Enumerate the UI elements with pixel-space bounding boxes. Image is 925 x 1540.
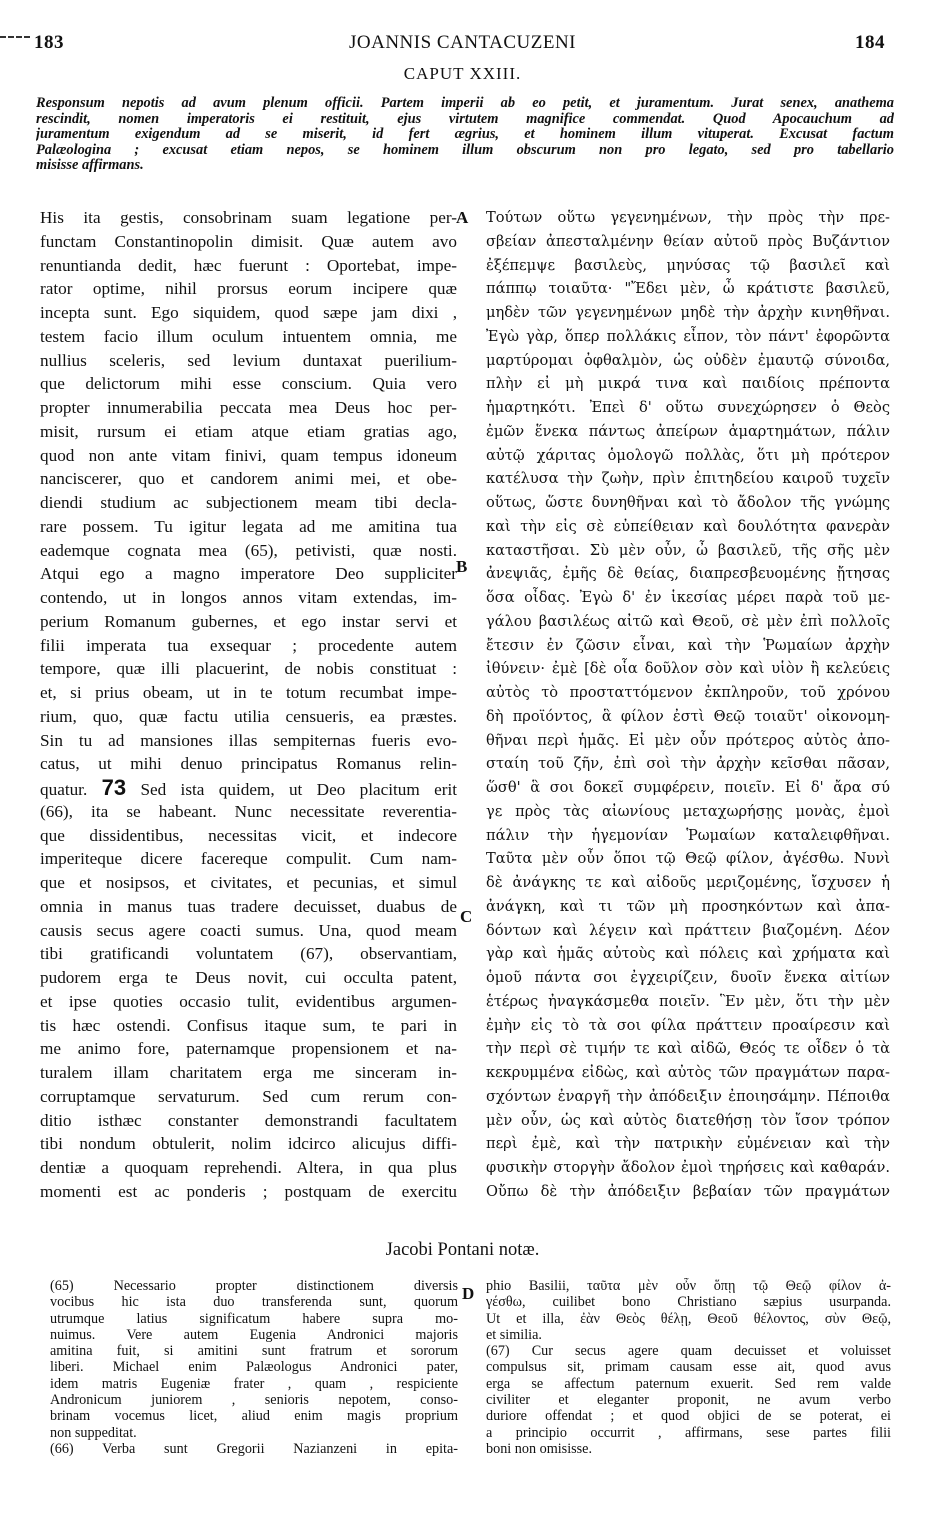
note-line: Andronicum juniorem , senioris nepotem, conso- [50,1392,458,1409]
notes-left-column [50,1278,458,1457]
latin-line: rium, quo, quæ factu utilia censueris, ea præstes. [40,706,457,726]
note-line: utrumque latius significatum habere supra mo- [50,1310,458,1327]
greek-line: Ἐγὼ γὰρ, ὅπερ πολλάκις εἶπον, τὸν πάντ' ἐφορῶντα [486,327,890,345]
latin-line: functam Constantinopolin dimisit. Quæ autem avo [40,231,457,251]
greek-line: κατέλυσα τὴν ζωὴν, πρὶν ἐπιτηδείου καιροῦ τυχεῖν [486,470,890,488]
latin-line: omnia in manus tuas tradere decuisset, duabus de [40,896,457,916]
latin-line: perium Romanum gubernes, et ego instar servi et [40,611,457,631]
note-line: (65) Necessario propter distinctionem diversis [50,1278,458,1294]
notes-heading: Jacobi Pontani notæ. [385,1240,540,1260]
latin-line: dentiæ a quoquam reprehendi. Altera, in qua plus [40,1158,457,1177]
greek-line: περὶ ἐμὲ, καὶ τὴν πατρικὴν εὐμένειαν καὶ τὴν [486,1135,890,1153]
latin-line: que et nosipsos, et civitates, et pecunias, et simul [40,873,457,892]
latin-line: corruptamque servaturum. Sed cum rerum con- [40,1086,457,1106]
note-line: non suppeditat. [50,1424,137,1441]
note-line: Ut et illa, ἐὰν Θεὸς θέλῃ, Θεοῦ θέλοντος, σὺν Θεῷ, [486,1310,891,1327]
note-line: phio Basilii, ταῦτα μὲν οὖν ὅπῃ τῷ Θεῷ φίλον ἀ- [486,1278,891,1294]
latin-line: catus, ut mihi denuo principatus Romanus relin- [40,754,457,774]
greek-line: ἰθύνειν· ἐμὲ [δὲ οἷα δοῦλον σὸν καὶ υἱὸν ἢ κελεύεις [486,660,890,678]
margin-marker-b: B [456,557,468,576]
note-line: (66) Verba sunt Gregorii Nazianzeni in epita- [50,1440,458,1457]
greek-line: Οὔπω δὲ τὴν ἀπόδειξιν βεβαίαν τῶν πραγμάτων [486,1182,890,1200]
note-line: civiliter et eleganter proponit, ne avum verbo [486,1392,891,1409]
summary-line: rescindit, nomen imperatoris ei restituit, ejus virtutem magnifice commendat. Quod Apocauchum ad [36,111,894,127]
latin-line: pudorem erga te Deus novit, cui occulta patent, [40,968,457,987]
greek-line: Τούτων οὕτω γεγενημένων, τὴν πρὸς τὴν πρε- [486,209,890,226]
note-line: boni non omisisse. [486,1440,593,1457]
latin-line: imperiteque dicere facereque compulit. Cum nam- [40,849,457,869]
greek-line: σχόντων ἐναργῆ τὴν ἀπόδειξιν ἐποιησάμην. Πέποιθα [486,1087,890,1105]
margin-marker-a: A [456,208,469,227]
latin-line: que delictorum mihi esse conscium. Quia vero [40,374,457,394]
greek-line: φυσικὴν στοργὴν ἄδολον ἐμοὶ τηρήσεις καὶ καθαράν. [486,1159,890,1176]
greek-line: ἀνάγκη, καὶ τι τῶν μὴ προσηκόντων καὶ ἀπα- [486,897,890,915]
note-line: nuimus. Vere autem Eugenia Andronici majoris [50,1326,458,1343]
margin-marker-d: D [462,1284,475,1303]
greek-line: μηδὲν τῶν γεγενημένων μηδὲ τὴν ἀρχὴν κινηθῆναι. [486,304,890,321]
greek-line: αὐτῷ χάριτας ὁμολογῶ πολλὰς, ὅτι μὴ πρότερον [486,446,890,464]
latin-line: et ipse quoties occasio tulit, evidentibus argumen- [40,991,457,1011]
greek-line: ἔτεσιν ἐν ζῶσιν εἶναι, καὶ τὴν Ῥωμαίων ἀρχὴν [486,636,890,654]
note-line: idem matris Eugeniæ frater , quam , respiciente [50,1375,458,1392]
latin-line: incepta sunt. Ego siquidem, quod sæpe jam dixi , [40,303,457,322]
greek-line: καὶ τὴν εἰς σὲ εὐπείθειαν καὶ δουλότητα φανερὰν [486,517,890,535]
greek-line: μὲν οὖν, ὡς καὶ αὐτὸς διατεθήσῃ τὸν ἴσον τρόπον [486,1111,890,1129]
latin-line: misit, rursum ei etiam atque etiam gratias ago, [40,421,457,441]
summary-line: misisse affirmans. [36,158,144,173]
greek-line: σταίη τοῦ ζῆν, ἐπὶ σοὶ τὴν ἀρχὴν κεῖσθαι πᾶσαν, [486,755,890,773]
margin-marker-c: C [460,907,473,926]
latin-line: turalem illam charitatem erga me sinceram in- [40,1063,457,1082]
latin-line: causis secus agere coacti sumus. Una, quod meam [40,920,457,940]
latin-line: Sin tu ad mansiones illas sempiternas fueris evo- [40,730,457,750]
latin-line: momenti est ac ponderis ; postquam de exercitu [40,1181,457,1201]
page-number-right: 184 [855,32,885,53]
greek-line: ὥσθ' ἃ σοι δοκεῖ συμφέρειν, ποιεῖν. Εἰ δ' ἄρα σύ [486,779,890,796]
note-line: γέσθω, cuilibet bono Christiano sæpius usurpanda. [486,1294,891,1311]
greek-line: μαρτύρομαι ὀφθαλμὸν, ὡς οὐδὲν ἐμαυτῷ σύνοιδα, [486,351,890,369]
latin-line-rest: Sed ista quidem, ut Deo placitum erit [140,780,457,799]
page-number-left: 183 [34,32,64,53]
greek-line: αὐτὸς τὸ προσταττόμενον ἐκπληροῦν, τοῦ χρόνου [486,684,890,701]
summary-line: Responsum nepotis ad avum plenum officii. Partem imperii ab eo petit, et juramentum. Jurat senex, anathema [36,96,894,111]
greek-line: οὕτως, ὥστε δυνηθῆναι καὶ τὸ ἄδολον τῆς γνώμης [486,494,890,511]
greek-line: πάλιν τὴν ἡγεμονίαν Ῥωμαίων καταλειφθῆναι. [486,826,890,844]
note-line: a principio occurrit , affirmans, sese partes filii [486,1424,891,1441]
greek-line: γε πρὸς τὰς αἰωνίους μεταχωρήσῃς μονὰς, ἐμοὶ [486,802,890,820]
notes-right-column [486,1278,891,1457]
latin-line: me animo fore, paternamque propensionem et na- [40,1039,457,1059]
latin-line: tibi gratificandi voluntatem (67), observantiam, [40,944,457,964]
latin-line: Atqui ego a magno imperatore Deo suppliciter [40,564,457,584]
greek-line: ὁμοῦ πάντα σοι ἐγχειρίζειν, δυοῖν ἕνεκα αἰτίων [486,969,890,986]
latin-line: et, si prius obeam, ut in te totum recumbat impe- [40,683,457,702]
note-line: liberi. Michael enim Palæologus Andronici pater, [50,1359,458,1376]
latin-line: rator optime, nihil prorsus eorum incipere quæ [40,279,457,299]
latin-line-start: quatur. [40,780,88,799]
greek-line: γὰρ καὶ ἡμᾶς αὐτοὺς καὶ πόλεις καὶ χρήματα καὶ [486,945,890,963]
latin-line-with-page-marker [40,776,457,800]
greek-line: Ταῦτα μὲν οὖν ὅποι τῷ Θεῷ φίλον, ἀγέσθω. Νυνὶ [486,850,890,868]
latin-line: (66), ita se habeant. Nunc necessitate reverentia- [40,801,457,821]
latin-line: contendo, ut in longos annos vitam extendas, im- [40,588,457,607]
greek-line: ἡμαρτηκότι. Ἐπεὶ δ' οὕτω συνεχώρησεν ὁ Θεὸς [486,399,890,416]
greek-line: δὴ προϊόντος, ἃ φίλον ἐστὶ Θεῷ τοιαῦτ' οἰκονομη- [486,707,890,725]
greek-line: ἀνεψιᾶς, ἐμῆς δὲ θείας, διαπρεσβευομένης ᾔτησας [486,565,890,583]
running-title: JOANNIS CANTACUZENI [349,32,576,53]
latin-line: ditio isthæc constanter demonstrandi facultatem [40,1110,457,1130]
greek-line: πλὴν εἰ μὴ μικρά τινα καὶ παιδίοις πρέποντα [486,375,890,393]
latin-column [40,206,457,1204]
latin-line: eademque cognata mea (65), petivisti, quæ nosti. [40,540,457,560]
latin-line: rare possem. Tu igitur legata ad me amitina tua [40,516,457,536]
latin-line: quod non ante vitam finivi, quam tempus idoneum [40,445,457,465]
greek-line: ἐξέπεμψε βασιλεὺς, μηνύσας τῷ βασιλεῖ καὶ [486,256,890,274]
latin-line: diendi studium ac subjectionem meam tibi decla- [40,493,457,512]
greek-line: δὲ ἀνάγκης τε καὶ αἰδοῦς μεριζομένης, ἴσχυσεν ἡ [486,874,890,891]
greek-line: ὅσα οἶδας. Ἐγὼ δ' ἐν ἱκεσίας μέρει παρὰ τοῦ με- [486,589,890,606]
chapter-heading: CAPUT XXIII. [403,64,522,83]
latin-line: tis hæc ostendi. Confisus itaque sum, te pari in [40,1015,457,1035]
greek-line: καταστῆσαι. Σὺ μὲν οὖν, ὦ βασιλεῦ, τῆς σῆς μὲν [486,541,890,559]
latin-line: testem facio illum oculum intuentem omnia, me [40,326,457,346]
greek-line: κεκρυμμένα εἰδὼς, καὶ αὐτὸς τῶν πραγμάτων παρα- [486,1064,890,1081]
greek-line: πάππῳ τοιαῦτα· "Ἔδει μὲν, ὦ κράτιστε βασιλεῦ, [486,280,890,298]
summary-line: juramentum exigendum ad se miserit, id fert ægrius, et hominem illum vituperat. Excusat factum [36,127,894,142]
greek-line: ἑτέρως ἠναγκάσμεθα ποιεῖν. Ἓν μὲν, ὅτι τὴν μὲν [486,992,890,1010]
note-line: vocibus hic ista duo transferenda sunt, quorum [50,1294,458,1311]
latin-line: tempore, quæ illi placuerint, de nobis constituat : [40,659,457,679]
latin-line: His ita gestis, consobrinam suam legatione per- [40,208,457,227]
latin-line: nullius sceleris, sed levium duntaxat puerilium- [40,350,457,370]
latin-line: tibi nondum obtulerit, nolim idcirco alicujus diffi- [40,1134,457,1154]
greek-line: ἐμῶν ἕνεκα πάντως ἀπείρων ἁμαρτημάτων, πάλιν [486,422,890,440]
greek-line: γάλου βασιλέως αἰτῶ καὶ Θεοῦ, σὲ μὲν ἐπὶ πολλοῖς [486,612,890,630]
note-line: compulsus sit, primam causam esse ait, quod avus [486,1359,891,1376]
latin-line: nanciscerer, quo et candorem animi mei, et obe- [40,469,457,489]
note-line: et similia. [486,1326,542,1343]
greek-line: τὴν περὶ σὲ τιμήν τε καὶ αἰδῶ, Θεός τε οἶδεν ὁ τὰ [486,1040,890,1058]
greek-column [486,206,890,1204]
greek-line: δόντων καὶ λέγειν καὶ πράττειν βιαζομένη. Δέον [486,921,890,939]
note-line: amitina fuit, si amitini sunt fratrum et sororum [50,1343,458,1360]
note-line: brinam vocemus licet, aliud enim magis proprium [50,1408,458,1425]
note-line: (67) Cur secus agere quam decuisset et voluisset [486,1343,891,1360]
note-line: erga se affectum paternum exuerit. Sed rem valde [486,1375,891,1392]
greek-line: θῆναι περὶ ἡμᾶς. Εἰ μὲν οὖν πρότερος αὐτὸς ἀπο- [486,731,890,749]
chapter-summary [36,96,894,174]
latin-line: renuntianda dedit, hæc fuerunt : Oportebat, impe- [40,255,457,275]
latin-line: propter innumerabilia peccata mea Deus hoc per- [40,398,457,417]
latin-line: que dissidentibus, necessitas vicit, et indecore [40,825,457,845]
greek-line: ἐμὴν εἰς τὸ τὰ σοι φίλα πράττειν προαίρεσιν καὶ [486,1016,890,1034]
greek-line: σβείαν ἀπεσταλμένην θείαν αὐτοῦ πρὸς Βυζάντιον [486,232,890,250]
note-line: duriore offendat ; et quod objici de se poterat, ei [486,1408,891,1425]
summary-line: Palæologina ; excusat etiam nepos, se hominem illum obscurum non pro legato, sed pro tabellario [36,142,894,158]
edition-page-marker: 73 [101,776,127,800]
latin-line: filii imperata tua exsequar ; procedente autem [40,635,457,655]
